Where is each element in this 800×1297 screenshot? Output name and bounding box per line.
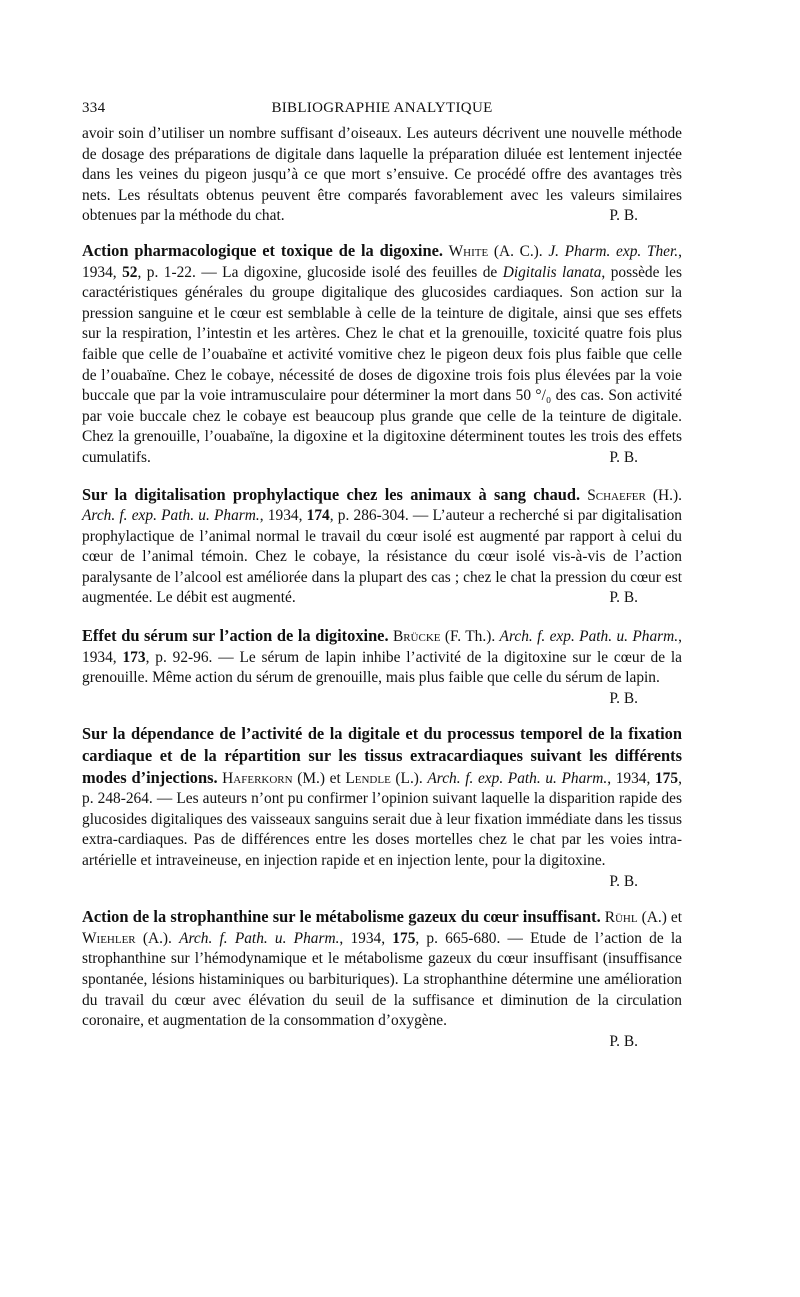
continued-abstract bbox=[82, 124, 682, 227]
journal-name: Arch. f. Path. u. Pharm. bbox=[179, 929, 340, 947]
running-title: BIBLIOGRAPHIE ANALYTIQUE bbox=[271, 100, 493, 116]
author-name: Haferkorn bbox=[222, 769, 293, 787]
abstract-text bbox=[82, 724, 682, 892]
author-name: Brücke bbox=[392, 628, 441, 646]
volume: 52 bbox=[122, 263, 138, 281]
author-name: White bbox=[448, 242, 489, 260]
second-author-name: Lendle bbox=[345, 769, 391, 787]
author-initials: (F. Th.). bbox=[444, 628, 496, 646]
page-number: 334 bbox=[82, 100, 106, 116]
abstract-title: Effet du sérum sur l’action de la digitoxine. bbox=[82, 626, 389, 646]
abstract-entry bbox=[82, 485, 682, 610]
abstract-title: Action de la strophanthine sur le métabolisme gazeux du cœur insuffisant. bbox=[82, 907, 601, 927]
abstract-entry bbox=[82, 626, 682, 709]
abstract-signature: P. B. bbox=[609, 689, 638, 707]
year: , 1934, bbox=[339, 929, 393, 947]
volume: 175 bbox=[654, 769, 679, 787]
abstract-signature: P. B. bbox=[609, 872, 638, 890]
abstract-text bbox=[82, 241, 682, 469]
abstract-entry bbox=[82, 907, 682, 1052]
abstract-title: Sur la dépendance de l’activité de la digitale et du processus temporel de la fixation cardiaque et de la répartition sur les tissus extracardiaques suivant les différents modes d’injections. bbox=[82, 724, 682, 787]
abstract-text bbox=[82, 626, 682, 709]
abstract-body: avoir soin d’utiliser un nombre suffisant d’oiseaux. Les auteurs décrivent une nouvelle méthode de dosage des préparations de digitale dans laquelle la préparation diluée est lentement injectée dans les veines du pigeon jusqu’à ce que mort s’ensuive. Ce procédé offre des avantages très nets. Les résultats obtenus peuvent être comparés favorablement avec les valeurs similaires obtenues par la méthode du chat. bbox=[82, 125, 682, 225]
abstract-signature: P. B. bbox=[609, 207, 638, 225]
abstract-signature: P. B. bbox=[609, 1032, 638, 1050]
author-name: Schaefer bbox=[587, 486, 646, 504]
second-author-initials: (L.). bbox=[395, 769, 423, 787]
second-author-name: Wiehler bbox=[82, 929, 136, 947]
year: , 1934, bbox=[82, 242, 682, 281]
abstract-text bbox=[82, 907, 682, 1052]
year: , 1934, bbox=[82, 628, 682, 666]
abstract-title: Action pharmacologique et toxique de la digoxine. bbox=[82, 240, 443, 260]
pages: , p. 1-22. bbox=[137, 263, 196, 281]
abstract-signature: P. B. bbox=[609, 448, 638, 466]
pages: , p. 92-96. bbox=[145, 648, 213, 666]
abstract-text bbox=[82, 485, 682, 610]
second-author-initials: (A.). bbox=[142, 929, 172, 947]
journal-page bbox=[82, 100, 682, 1052]
pages: , p. 248-264. bbox=[82, 769, 682, 808]
page-header bbox=[82, 100, 682, 122]
volume: 174 bbox=[306, 507, 330, 525]
abstract-body: — Le sérum de lapin inhibe l’activité de la digitoxine sur le cœur de la grenouille. Même action du sérum de grenouille, mais plus faible que celle du sérum de lapin. bbox=[82, 648, 682, 687]
pages: , p. 286-304. bbox=[329, 507, 409, 525]
author-initials: (A. C.). bbox=[493, 242, 543, 260]
abstract-body: , possède les caractéristiques générales du groupe digitalique des glucosides cardiaques. Son action sur la pression sanguine et le cœur est semblable à celle de la teinture de digitale, ainsi que ses effets sur la respiration, l’intestin et les artères. Chez le chat et la grenouille, toxicité quatre fois plus faible que celle de l’ouabaïne et activité vomitive chez le pigeon deux fois plus faible que celle de l’ouabaïne. Chez le cobaye, nécessité de doses de digoxine trois fois plus élevées par la voie buccale que par la voie intramusculaire pour déterminer la mort dans 50 °/₀ des cas. Son activité par voie buccale chez le cobaye est beaucoup plus grande que celle de la teinture de digitale. Chez la grenouille, l’ouabaïne, la digoxine et la digitoxine déterminent toutes les trois des effets cumulatifs. bbox=[82, 263, 682, 466]
abstract-body: — Les auteurs n’ont pu confirmer l’opinion suivant laquelle la disparition rapide des glucosides digitaliques des vaisseaux sanguins serait due à leur fixation immédiate dans les tissus extra-cardiaques. Pas de différences entre les doses mortelles chez le chat par les voies intra-artérielle et intraveineuse, en injection rapide et en injection lente, pour la digitoxine. bbox=[82, 790, 682, 869]
abstract-body-intro: — La digoxine, glucoside isolé des feuilles de bbox=[195, 263, 503, 281]
year: , 1934, bbox=[259, 507, 307, 525]
species-name: Digitalis lanata bbox=[502, 263, 602, 281]
volume: 175 bbox=[392, 929, 416, 947]
pages: , p. 665-680. bbox=[415, 929, 501, 947]
abstract-body: — L’auteur a recherché si par digitalisation prophylactique de l’animal normal le travail du cœur isolé est augmenté par rapport à celui du cœur de l’animal témoin. Chez le cobaye, la résistance du cœur isolé vis-à-vis de l’action paralysante de l’alcool est améliorée dans la plupart des cas ; chez le chat la pression du cœur est augmentée. Le débit est augmenté. bbox=[82, 507, 682, 607]
abstract-body: — Etude de l’action de la strophanthine sur l’hémodynamique et le métabolisme gazeux du cœur insuffisant (insuffisance spontanée, lésions histaminiques ou barbituriques). La strophanthine détermine une amélioration du travail du cœur avec élévation du seuil de la suffisance et diminution de la circulation coronaire, et augmentation de la consommation d’oxygène. bbox=[82, 929, 682, 1030]
abstract-entry bbox=[82, 241, 682, 469]
year: , 1934, bbox=[607, 769, 655, 787]
author-initials: (A.) et bbox=[641, 909, 682, 927]
author-name: Rühl bbox=[604, 909, 638, 927]
volume: 173 bbox=[122, 648, 146, 666]
abstract-title: Sur la digitalisation prophylactique chez les animaux à sang chaud. bbox=[82, 484, 581, 504]
journal-name: Arch. f. exp. Path. u. Pharm. bbox=[499, 628, 679, 646]
journal-name: Arch. f. exp. Path. u. Pharm. bbox=[82, 507, 260, 525]
continued-abstract-text bbox=[82, 124, 682, 227]
author-initials: (M.) et bbox=[297, 769, 341, 787]
abstract-entry bbox=[82, 724, 682, 892]
author-initials: (H.). bbox=[652, 486, 682, 504]
journal-name: Arch. f. exp. Path. u. Pharm. bbox=[427, 769, 608, 787]
journal-name: J. Pharm. exp. Ther. bbox=[548, 242, 679, 260]
abstract-signature: P. B. bbox=[609, 589, 638, 607]
